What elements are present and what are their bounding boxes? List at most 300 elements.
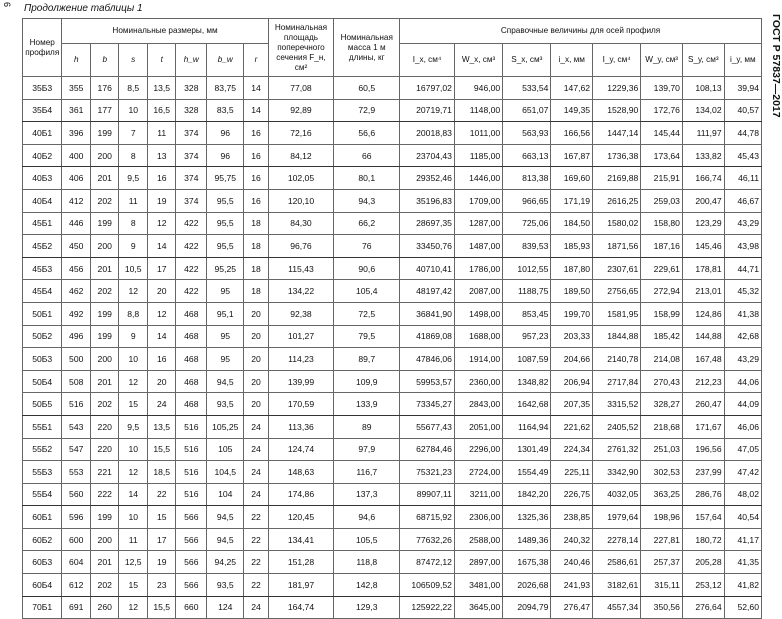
table-cell: 33450,76: [400, 235, 455, 258]
header-profile-no: Номер профиля: [23, 19, 62, 77]
profile-number-cell: 45Б4: [23, 280, 62, 303]
table-cell: 124,86: [682, 302, 724, 325]
table-cell: 89907,11: [400, 483, 455, 506]
table-row: [23, 438, 762, 461]
table-cell: 200,47: [682, 189, 724, 212]
table-cell: 15: [119, 393, 148, 416]
table-cell: 202: [90, 393, 119, 416]
table-cell: 566: [176, 506, 207, 529]
table-cell: 20719,71: [400, 99, 455, 122]
table-cell: 77,08: [268, 77, 334, 100]
table-cell: 257,37: [641, 551, 683, 574]
table-cell: 157,64: [682, 506, 724, 529]
table-cell: 604: [62, 551, 91, 574]
table-row: [23, 235, 762, 258]
table-cell: 374: [176, 167, 207, 190]
table-cell: 185,93: [551, 235, 593, 258]
table-cell: 147,62: [551, 77, 593, 100]
table-cell: 199: [90, 212, 119, 235]
table-cell: 7: [119, 122, 148, 145]
table-cell: 1844,88: [593, 325, 641, 348]
table-cell: 95: [207, 280, 244, 303]
table-cell: 80,1: [334, 167, 400, 190]
table-cell: 10: [119, 506, 148, 529]
table-cell: 22: [244, 528, 268, 551]
table-cell: 240,32: [551, 528, 593, 551]
table-cell: 23704,43: [400, 144, 455, 167]
table-cell: 16: [244, 167, 268, 190]
table-cell: 422: [176, 280, 207, 303]
table-cell: 276,47: [551, 596, 593, 619]
table-cell: 17: [147, 257, 176, 280]
table-cell: 2278,14: [593, 528, 641, 551]
table-cell: 24: [244, 483, 268, 506]
table-cell: 2307,61: [593, 257, 641, 280]
table-cell: 22: [147, 483, 176, 506]
table-cell: 2360,00: [454, 370, 502, 393]
table-cell: 406: [62, 167, 91, 190]
table-cell: 40,54: [724, 506, 761, 529]
table-cell: 145,44: [641, 122, 683, 145]
table-cell: 201: [90, 551, 119, 574]
table-cell: 66: [334, 144, 400, 167]
table-cell: 1011,00: [454, 122, 502, 145]
table-cell: 20: [244, 393, 268, 416]
table-cell: 187,16: [641, 235, 683, 258]
table-cell: 199: [90, 302, 119, 325]
table-cell: 276,64: [682, 596, 724, 619]
table-cell: 133,9: [334, 393, 400, 416]
table-cell: 966,65: [503, 189, 551, 212]
table-cell: 412: [62, 189, 91, 212]
table-cell: 16: [147, 348, 176, 371]
header-ref-1: W_x, см³: [454, 44, 502, 77]
table-cell: 2094,79: [503, 596, 551, 619]
table-cell: 14: [244, 99, 268, 122]
table-cell: 28697,35: [400, 212, 455, 235]
table-row: [23, 302, 762, 325]
table-cell: 14: [119, 483, 148, 506]
table-cell: 12: [119, 461, 148, 484]
table-cell: 90,6: [334, 257, 400, 280]
table-cell: 19: [147, 551, 176, 574]
table-cell: 79,5: [334, 325, 400, 348]
header-dim-6: r: [244, 44, 268, 77]
table-cell: 35196,83: [400, 189, 455, 212]
table-cell: 95,25: [207, 257, 244, 280]
table-cell: 2405,52: [593, 415, 641, 438]
table-cell: 374: [176, 189, 207, 212]
table-cell: 41869,08: [400, 325, 455, 348]
table-cell: 725,06: [503, 212, 551, 235]
table-cell: 95: [207, 348, 244, 371]
table-cell: 2588,00: [454, 528, 502, 551]
table-cell: 73345,27: [400, 393, 455, 416]
table-cell: 20: [147, 370, 176, 393]
table-cell: 166,56: [551, 122, 593, 145]
table-cell: 12: [119, 596, 148, 619]
table-cell: 1447,14: [593, 122, 641, 145]
table-cell: 48,02: [724, 483, 761, 506]
table-cell: 2616,25: [593, 189, 641, 212]
table-cell: 95,5: [207, 235, 244, 258]
header-ref-3: i_x, мм: [551, 44, 593, 77]
table-cell: 207,35: [551, 393, 593, 416]
table-row: [23, 348, 762, 371]
table-row: [23, 506, 762, 529]
table-cell: 89: [334, 415, 400, 438]
table-cell: 95,5: [207, 212, 244, 235]
table-cell: 251,03: [641, 438, 683, 461]
table-cell: 94,3: [334, 189, 400, 212]
table-cell: 95,5: [207, 189, 244, 212]
table-cell: 46,67: [724, 189, 761, 212]
table-cell: 4032,05: [593, 483, 641, 506]
profile-number-cell: 60Б2: [23, 528, 62, 551]
table-cell: 200: [90, 528, 119, 551]
table-cell: 422: [176, 235, 207, 258]
profile-number-cell: 55Б3: [23, 461, 62, 484]
table-cell: 450: [62, 235, 91, 258]
table-cell: 180,72: [682, 528, 724, 551]
table-cell: 12: [119, 370, 148, 393]
table-cell: 95: [207, 325, 244, 348]
table-cell: 16797,02: [400, 77, 455, 100]
table-cell: 422: [176, 212, 207, 235]
table-cell: 18: [244, 257, 268, 280]
table-cell: 600: [62, 528, 91, 551]
table-cell: 94,5: [207, 506, 244, 529]
standard-title: ГОСТ Р 57837—2017: [770, 14, 782, 118]
table-cell: 328,27: [641, 393, 683, 416]
table-cell: 516: [62, 393, 91, 416]
table-cell: 17: [147, 528, 176, 551]
table-cell: 176: [90, 77, 119, 100]
header-dim-3: t: [147, 44, 176, 77]
table-cell: 66,2: [334, 212, 400, 235]
table-cell: 508: [62, 370, 91, 393]
profile-number-cell: 50Б1: [23, 302, 62, 325]
table-cell: 96: [207, 144, 244, 167]
table-cell: 169,60: [551, 167, 593, 190]
table-cell: 272,94: [641, 280, 683, 303]
profile-number-cell: 45Б3: [23, 257, 62, 280]
table-cell: 134,41: [268, 528, 334, 551]
table-row: [23, 370, 762, 393]
table-cell: 62784,46: [400, 438, 455, 461]
table-cell: 957,23: [503, 325, 551, 348]
table-cell: 566: [176, 574, 207, 597]
table-cell: 149,35: [551, 99, 593, 122]
table-cell: 3211,00: [454, 483, 502, 506]
table-cell: 44,09: [724, 393, 761, 416]
table-cell: 134,02: [682, 99, 724, 122]
header-nominal-dims: Номинальные размеры, мм: [62, 19, 268, 44]
table-cell: 1979,64: [593, 506, 641, 529]
table-cell: 171,19: [551, 189, 593, 212]
table-cell: 1012,55: [503, 257, 551, 280]
table-cell: 227,81: [641, 528, 683, 551]
header-dim-0: h: [62, 44, 91, 77]
table-cell: 1871,56: [593, 235, 641, 258]
table-cell: 218,68: [641, 415, 683, 438]
profile-number-cell: 50Б3: [23, 348, 62, 371]
table-cell: 108,13: [682, 77, 724, 100]
table-cell: 361: [62, 99, 91, 122]
table-row: [23, 280, 762, 303]
table-cell: 1554,49: [503, 461, 551, 484]
table-cell: 2717,84: [593, 370, 641, 393]
table-cell: 1580,02: [593, 212, 641, 235]
table-cell: 1229,36: [593, 77, 641, 100]
table-cell: 1786,00: [454, 257, 502, 280]
table-cell: 29352,46: [400, 167, 455, 190]
table-cell: 45,43: [724, 144, 761, 167]
table-cell: 84,12: [268, 144, 334, 167]
table-cell: 22: [244, 551, 268, 574]
table-row: [23, 415, 762, 438]
table-cell: 3481,00: [454, 574, 502, 597]
table-cell: 124,74: [268, 438, 334, 461]
table-cell: 205,28: [682, 551, 724, 574]
table-cell: 158,80: [641, 212, 683, 235]
table-cell: 468: [176, 348, 207, 371]
table-cell: 8: [119, 144, 148, 167]
table-cell: 24: [244, 415, 268, 438]
table-cell: 260: [90, 596, 119, 619]
table-cell: 315,11: [641, 574, 683, 597]
table-cell: 59953,57: [400, 370, 455, 393]
table-cell: 229,61: [641, 257, 683, 280]
table-caption: Продолжение таблицы 1: [24, 3, 143, 14]
table-cell: 199: [90, 506, 119, 529]
table-cell: 12,5: [119, 551, 148, 574]
table-cell: 374: [176, 144, 207, 167]
table-cell: 18: [244, 212, 268, 235]
table-cell: 2586,61: [593, 551, 641, 574]
table-cell: 1487,00: [454, 235, 502, 258]
table-cell: 237,99: [682, 461, 724, 484]
header-ref-4: I_y, см⁴: [593, 44, 641, 77]
table-cell: 19: [147, 189, 176, 212]
table-cell: 1581,95: [593, 302, 641, 325]
table-cell: 1709,00: [454, 189, 502, 212]
table-cell: 20: [147, 280, 176, 303]
table-cell: 1325,36: [503, 506, 551, 529]
profile-number-cell: 45Б2: [23, 235, 62, 258]
table-cell: 1914,00: [454, 348, 502, 371]
table-cell: 55677,43: [400, 415, 455, 438]
table-cell: 8: [119, 212, 148, 235]
table-cell: 77632,26: [400, 528, 455, 551]
table-cell: 10: [119, 348, 148, 371]
table-cell: 18: [244, 235, 268, 258]
table-cell: 468: [176, 302, 207, 325]
table-cell: 1348,82: [503, 370, 551, 393]
table-cell: 2026,68: [503, 574, 551, 597]
table-cell: 187,80: [551, 257, 593, 280]
table-cell: 105,4: [334, 280, 400, 303]
table-cell: 1736,38: [593, 144, 641, 167]
table-cell: 853,45: [503, 302, 551, 325]
table-cell: 660: [176, 596, 207, 619]
table-cell: 114,23: [268, 348, 334, 371]
table-cell: 158,99: [641, 302, 683, 325]
table-cell: 43,98: [724, 235, 761, 258]
table-cell: 43,29: [724, 212, 761, 235]
table-cell: 115,43: [268, 257, 334, 280]
table-cell: 691: [62, 596, 91, 619]
table-cell: 46,11: [724, 167, 761, 190]
table-cell: 651,07: [503, 99, 551, 122]
table-cell: 224,34: [551, 438, 593, 461]
table-cell: 2140,78: [593, 348, 641, 371]
table-cell: 14: [147, 235, 176, 258]
table-cell: 171,67: [682, 415, 724, 438]
table-cell: 148,63: [268, 461, 334, 484]
table-cell: 96,76: [268, 235, 334, 258]
table-cell: 221: [90, 461, 119, 484]
table-cell: 16: [244, 144, 268, 167]
table-cell: 102,05: [268, 167, 334, 190]
table-cell: 553: [62, 461, 91, 484]
table-cell: 446: [62, 212, 91, 235]
table-cell: 13,5: [147, 415, 176, 438]
table-cell: 225,11: [551, 461, 593, 484]
table-cell: 350,56: [641, 596, 683, 619]
table-cell: 226,75: [551, 483, 593, 506]
table-cell: 164,74: [268, 596, 334, 619]
table-cell: 946,00: [454, 77, 502, 100]
table-cell: 12: [119, 280, 148, 303]
table-cell: 83,5: [207, 99, 244, 122]
table-cell: 9: [119, 325, 148, 348]
table-cell: 20: [244, 370, 268, 393]
table-cell: 20: [244, 325, 268, 348]
table-row: [23, 212, 762, 235]
table-cell: 199,70: [551, 302, 593, 325]
table-cell: 363,25: [641, 483, 683, 506]
table-cell: 18,5: [147, 461, 176, 484]
table-cell: 137,3: [334, 483, 400, 506]
table-cell: 3182,61: [593, 574, 641, 597]
table-cell: 200: [90, 348, 119, 371]
table-cell: 240,46: [551, 551, 593, 574]
table-cell: 260,47: [682, 393, 724, 416]
table-cell: 200: [90, 144, 119, 167]
table-cell: 39,94: [724, 77, 761, 100]
header-area: Номинальная площадь поперечного сечения F_н, см²: [268, 19, 334, 77]
table-cell: 500: [62, 348, 91, 371]
table-cell: 44,78: [724, 122, 761, 145]
header-ref-2: S_x, см³: [503, 44, 551, 77]
table-cell: 46,06: [724, 415, 761, 438]
header-dim-1: b: [90, 44, 119, 77]
table-cell: 97,9: [334, 438, 400, 461]
profile-number-cell: 40Б3: [23, 167, 62, 190]
table-cell: 105: [207, 438, 244, 461]
table-cell: 566: [176, 551, 207, 574]
table-cell: 201: [90, 167, 119, 190]
table-cell: 533,54: [503, 77, 551, 100]
table-cell: 24: [244, 596, 268, 619]
table-cell: 120,45: [268, 506, 334, 529]
table-cell: 23: [147, 574, 176, 597]
table-cell: 201: [90, 370, 119, 393]
table-cell: 113,36: [268, 415, 334, 438]
table-cell: 42,68: [724, 325, 761, 348]
table-cell: 496: [62, 325, 91, 348]
table-cell: 72,16: [268, 122, 334, 145]
table-cell: 206,94: [551, 370, 593, 393]
table-row: [23, 122, 762, 145]
table-cell: 1301,49: [503, 438, 551, 461]
table-cell: 105,25: [207, 415, 244, 438]
table-cell: 1675,38: [503, 551, 551, 574]
table-cell: 4557,34: [593, 596, 641, 619]
table-cell: 1148,00: [454, 99, 502, 122]
table-cell: 172,76: [641, 99, 683, 122]
table-cell: 2051,00: [454, 415, 502, 438]
table-cell: 36841,90: [400, 302, 455, 325]
table-cell: 1842,20: [503, 483, 551, 506]
table-cell: 124: [207, 596, 244, 619]
table-cell: 16: [244, 122, 268, 145]
table-cell: 89,7: [334, 348, 400, 371]
profile-number-cell: 55Б1: [23, 415, 62, 438]
table-cell: 120,10: [268, 189, 334, 212]
table-cell: 24: [244, 438, 268, 461]
table-cell: 12: [147, 302, 176, 325]
table-cell: 93,5: [207, 574, 244, 597]
table-cell: 2724,00: [454, 461, 502, 484]
table-cell: 2296,00: [454, 438, 502, 461]
table-cell: 72,5: [334, 302, 400, 325]
table-row: [23, 325, 762, 348]
table-cell: 41,35: [724, 551, 761, 574]
table-cell: 462: [62, 280, 91, 303]
table-cell: 663,13: [503, 144, 551, 167]
table-cell: 3342,90: [593, 461, 641, 484]
table-cell: 144,88: [682, 325, 724, 348]
table-cell: 133,82: [682, 144, 724, 167]
profile-number-cell: 40Б4: [23, 189, 62, 212]
table-cell: 145,46: [682, 235, 724, 258]
table-cell: 302,53: [641, 461, 683, 484]
table-cell: 202: [90, 189, 119, 212]
table-cell: 139,70: [641, 77, 683, 100]
table-cell: 76: [334, 235, 400, 258]
table-cell: 15: [119, 574, 148, 597]
table-cell: 396: [62, 122, 91, 145]
table-cell: 456: [62, 257, 91, 280]
table-cell: 101,27: [268, 325, 334, 348]
profile-number-cell: 50Б4: [23, 370, 62, 393]
table-cell: 813,38: [503, 167, 551, 190]
table-cell: 241,93: [551, 574, 593, 597]
table-cell: 75321,23: [400, 461, 455, 484]
table-cell: 221,62: [551, 415, 593, 438]
table-cell: 468: [176, 370, 207, 393]
table-cell: 95,1: [207, 302, 244, 325]
table-cell: 22: [244, 574, 268, 597]
table-cell: 202: [90, 574, 119, 597]
table-cell: 96: [207, 122, 244, 145]
table-cell: 468: [176, 325, 207, 348]
table-cell: 547: [62, 438, 91, 461]
table-cell: 44,71: [724, 257, 761, 280]
table-cell: 118,8: [334, 551, 400, 574]
